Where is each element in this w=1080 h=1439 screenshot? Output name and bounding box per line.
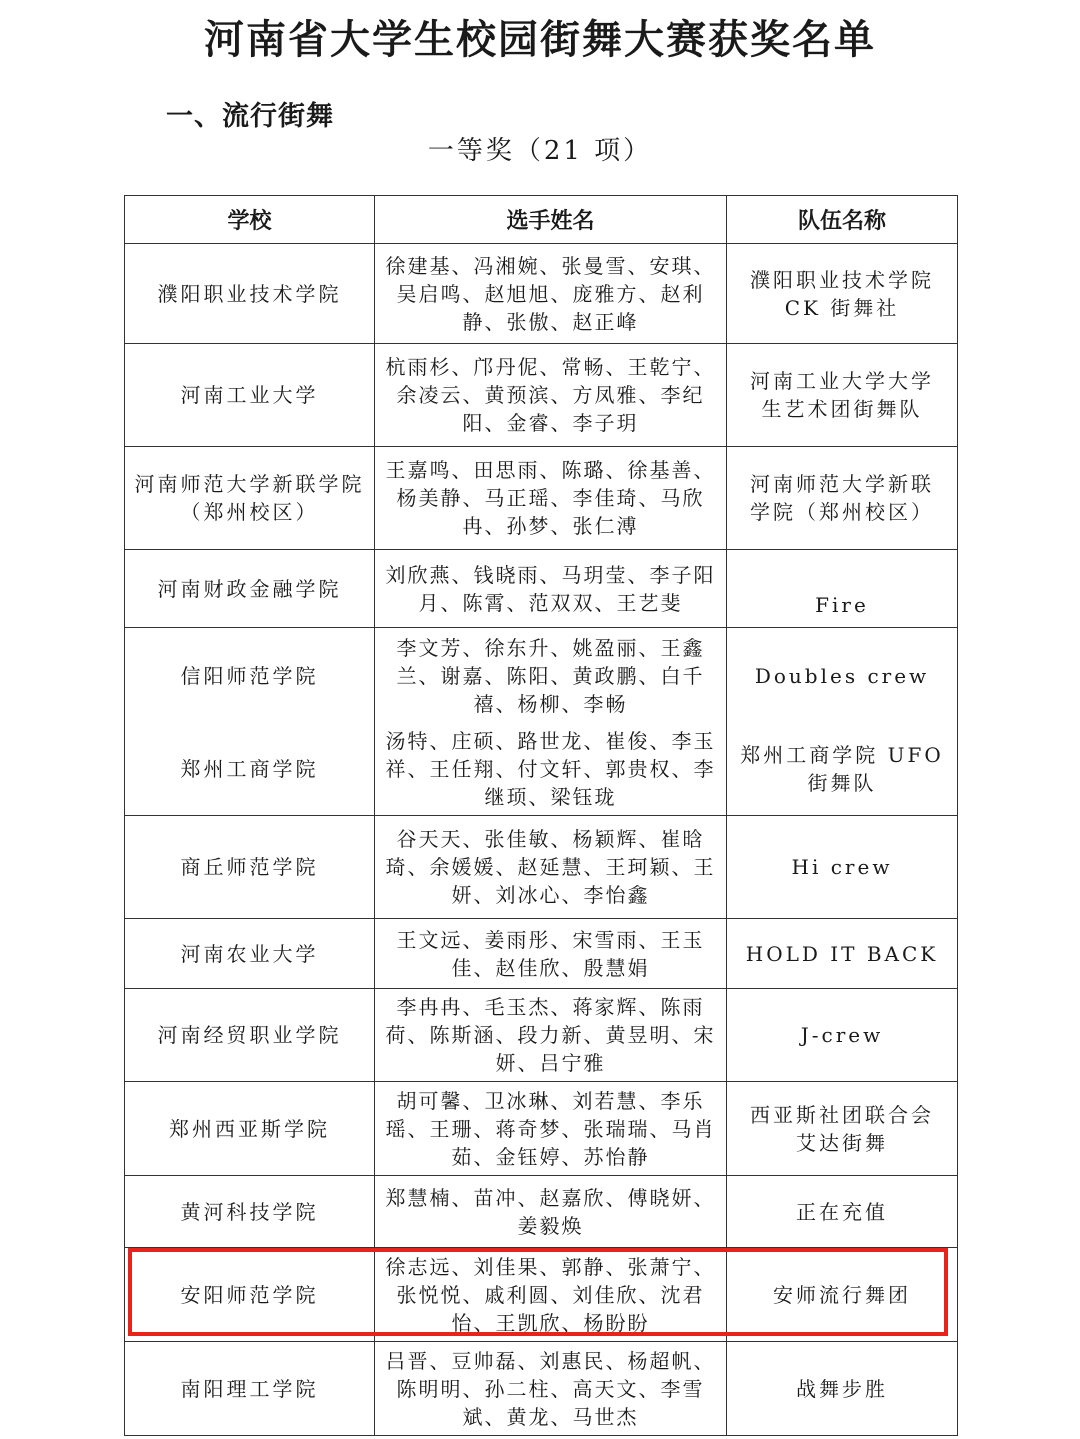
table-row-highlighted <box>125 1248 958 1342</box>
award-table <box>124 195 958 1436</box>
section-heading: 一、流行街舞 <box>166 101 334 132</box>
school-cell: 濮阳职业技术学院 <box>125 244 375 344</box>
table-header-row <box>125 196 958 244</box>
team-cell: 安师流行舞团 <box>727 1248 958 1342</box>
school-cell: 安阳师范学院 <box>125 1248 375 1342</box>
table-row <box>125 816 958 919</box>
names-cell: 吕晋、豆帅磊、刘惠民、杨超帆、陈明明、孙二柱、高天文、李雪斌、黄龙、马世杰 <box>375 1342 727 1436</box>
team-cell: HOLD IT BACK <box>727 919 958 989</box>
names-cell: 王文远、姜雨彤、宋雪雨、王玉佳、赵佳欣、殷慧娟 <box>375 919 727 989</box>
team-cell: Doubles crew <box>727 628 958 724</box>
school-cell: 河南经贸职业学院 <box>125 989 375 1082</box>
header-player-names: 选手姓名 <box>375 196 727 244</box>
table-row <box>125 724 958 816</box>
school-cell: 郑州工商学院 <box>125 724 375 816</box>
table-row <box>125 628 958 724</box>
table-row <box>125 1342 958 1436</box>
school-cell: 郑州西亚斯学院 <box>125 1082 375 1176</box>
table-row <box>125 1082 958 1176</box>
school-cell: 河南财政金融学院 <box>125 550 375 628</box>
school-cell: 河南农业大学 <box>125 919 375 989</box>
table-row <box>125 550 958 628</box>
team-cell: 郑州工商学院 UFO 街舞队 <box>727 724 958 816</box>
table-row <box>125 919 958 989</box>
names-cell: 谷天天、张佳敏、杨颖辉、崔晗琦、余媛媛、赵延慧、王珂颖、王妍、刘冰心、李怡鑫 <box>375 816 727 919</box>
team-cell: 河南师范大学新联学院（郑州校区） <box>727 447 958 550</box>
school-cell: 黄河科技学院 <box>125 1176 375 1248</box>
table-row <box>125 447 958 550</box>
table-row <box>125 1176 958 1248</box>
names-cell: 徐建基、冯湘婉、张曼雪、安琪、吴启鸣、赵旭旭、庞雅方、赵利静、张傲、赵正峰 <box>375 244 727 344</box>
names-cell: 刘欣燕、钱晓雨、马玥莹、李子阳月、陈霄、范双双、王艺斐 <box>375 550 727 628</box>
team-cell: 河南工业大学大学生艺术团街舞队 <box>727 344 958 447</box>
table-row <box>125 989 958 1082</box>
names-cell: 汤特、庄硕、路世龙、崔俊、李玉祥、王任翔、付文轩、郭贵权、李继顼、梁钰珑 <box>375 724 727 816</box>
team-cell: 正在充值 <box>727 1176 958 1248</box>
names-cell: 李文芳、徐东升、姚盈丽、王鑫兰、谢嘉、陈阳、黄政鹏、白千禧、杨柳、李畅 <box>375 628 727 724</box>
team-cell: Hi crew <box>727 816 958 919</box>
table-row <box>125 244 958 344</box>
header-team-name: 队伍名称 <box>727 196 958 244</box>
award-heading: 一等奖（21 项） <box>427 136 653 166</box>
school-cell: 南阳理工学院 <box>125 1342 375 1436</box>
names-cell: 杭雨杉、邝丹伲、常畅、王乾宁、余凌云、黄预滨、方凤雅、李纪阳、金睿、李子玥 <box>375 344 727 447</box>
school-cell: 河南工业大学 <box>125 344 375 447</box>
team-cell: 战舞步胜 <box>727 1342 958 1436</box>
team-cell: 西亚斯社团联合会艾达街舞 <box>727 1082 958 1176</box>
names-cell: 王嘉鸣、田思雨、陈璐、徐基善、杨美静、马正瑶、李佳琦、马欣冉、孙梦、张仁溥 <box>375 447 727 550</box>
table-row <box>125 344 958 447</box>
team-cell: 濮阳职业技术学院 CK 街舞社 <box>727 244 958 344</box>
school-cell: 商丘师范学院 <box>125 816 375 919</box>
names-cell: 胡可馨、卫冰琳、刘若慧、李乐瑶、王珊、蒋奇梦、张瑞瑞、马肖茹、金钰婷、苏怡静 <box>375 1082 727 1176</box>
names-cell: 徐志远、刘佳果、郭静、张萧宁、张悦悦、戚利圆、刘佳欣、沈君怡、王凯欣、杨盼盼 <box>375 1248 727 1342</box>
names-cell: 郑慧楠、苗冲、赵嘉欣、傅晓妍、姜毅焕 <box>375 1176 727 1248</box>
team-cell: Fire <box>727 550 958 628</box>
school-cell: 河南师范大学新联学院（郑州校区） <box>125 447 375 550</box>
school-cell: 信阳师范学院 <box>125 628 375 724</box>
team-cell: J-crew <box>727 989 958 1082</box>
document-title: 河南省大学生校园街舞大赛获奖名单 <box>204 17 876 63</box>
names-cell: 李冉冉、毛玉杰、蒋家辉、陈雨荷、陈斯涵、段力新、黄昱明、宋妍、吕宁雅 <box>375 989 727 1082</box>
header-school: 学校 <box>125 196 375 244</box>
